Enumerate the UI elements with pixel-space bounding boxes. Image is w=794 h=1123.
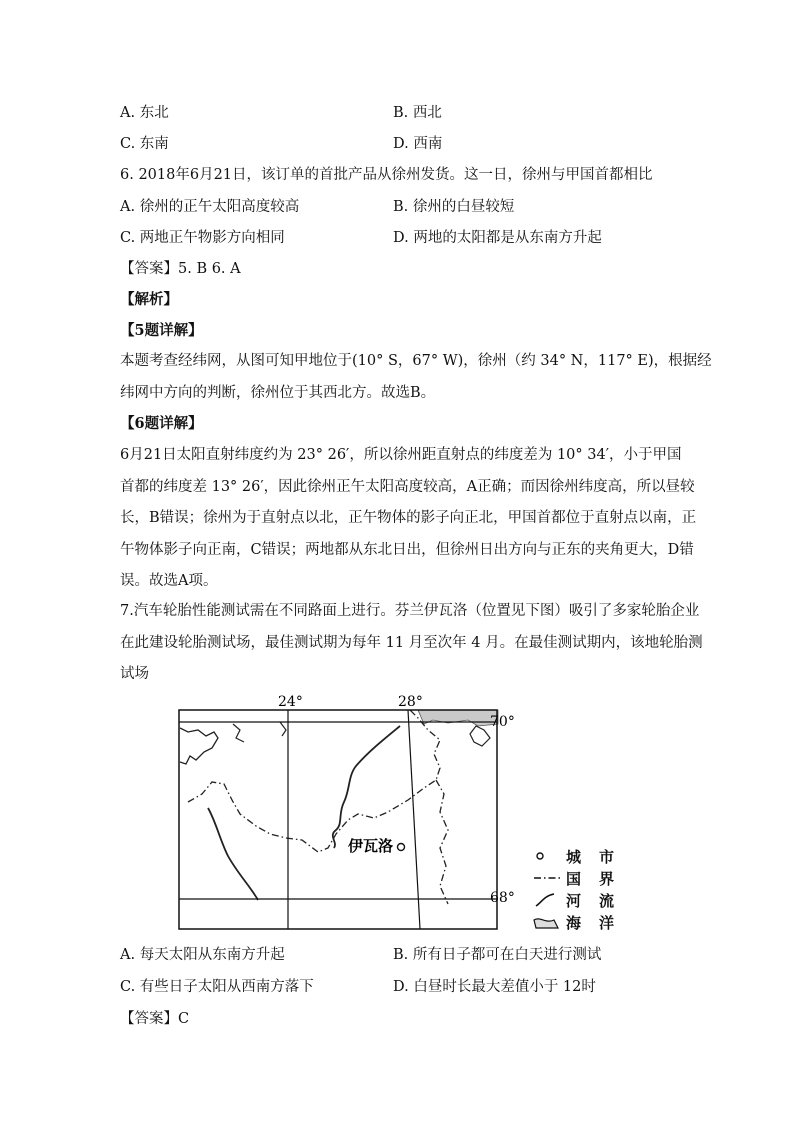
q7-stem-line: 7.汽车轮胎性能测试需在不同路面上进行。芬兰伊瓦洛（位置见下图）吸引了多家轮胎企业 — [120, 603, 700, 619]
coastline-small — [233, 724, 244, 742]
q7-stem-line: 在此建设轮胎测试场，最佳测试期为每年 11 月至次年 4 月。在最佳测试期内，该地轮胎测 — [120, 634, 703, 651]
q6-option-c: C. 两地正午物影方向相同 — [120, 230, 285, 246]
q7-stem — [120, 596, 703, 691]
lat-label-68: 68° — [490, 890, 515, 906]
legend-city-icon — [532, 846, 562, 866]
legend-river — [532, 889, 632, 911]
sea-area — [418, 710, 498, 726]
q6-stem: 6. 2018年6月21日，该订单的首批产品从徐州发货。这一日，徐州与甲国首都相比 — [120, 167, 653, 183]
q6-detail-line: 长，B错误；徐州为于直射点以北，正午物体的影子向正北，甲国首都位于直射点以南，正 — [120, 510, 697, 526]
q6-detail-label: 【6题详解】 — [120, 415, 203, 432]
q5-detail-line: 本题考查经纬网，从图可知甲地位于(10° S，67° W)，徐州（约 34° N，117° E)，根据经 — [120, 353, 712, 369]
q6-option-d: D. 两地的太阳都是从东南方升起 — [393, 230, 602, 246]
map-frame — [179, 710, 497, 929]
q5-option-b: B. 西北 — [393, 105, 442, 121]
coastline-left — [180, 728, 218, 764]
legend-city-label: 城市 — [566, 847, 633, 866]
legend-river-icon — [532, 890, 562, 910]
legend-sea — [532, 911, 632, 933]
q6-detail-line: 午物体影子向正南，C错误；两地都从东北日出，但徐州日出方向与正东的夹角更大，D错 — [120, 541, 694, 558]
lon-label-28: 28° — [398, 694, 423, 710]
q5-option-d: D. 西南 — [393, 136, 443, 152]
q5-detail-text — [120, 346, 712, 409]
legend-city — [532, 845, 632, 867]
q6-detail-line: 6月21日太阳直射纬度约为 23° 26′，所以徐州距直射点的纬度差为 10° 34′，小于甲国 — [120, 447, 682, 463]
q5-option-c: C. 东南 — [120, 136, 169, 152]
q7-stem-line: 试场 — [120, 666, 149, 682]
legend-border-icon — [532, 868, 562, 888]
q7-option-a: A. 每天太阳从东南方升起 — [120, 947, 285, 963]
ivalo-location-map — [178, 690, 528, 935]
meridian-28 — [408, 710, 420, 929]
answer-5-6: 【答案】5. B 6. A — [120, 261, 241, 277]
q5-detail-line: 纬网中方向的判断，徐州位于其西北方。故选B。 — [120, 384, 436, 401]
answer-7: 【答案】C — [120, 1011, 190, 1027]
city-marker — [398, 844, 405, 851]
national-border — [188, 710, 440, 852]
q7-option-c: C. 有些日子太阳从西南方落下 — [120, 979, 314, 995]
q6-option-a: A. 徐州的正午太阳高度较高 — [120, 199, 300, 215]
q5-detail-label: 【5题详解】 — [120, 322, 203, 339]
legend-sea-icon — [532, 912, 562, 932]
river-line — [333, 726, 400, 848]
map-legend — [532, 845, 632, 933]
city-label: 伊瓦洛 — [348, 837, 394, 855]
q5-option-a: A. 东北 — [120, 105, 169, 121]
analysis-label: 【解析】 — [120, 291, 178, 308]
national-border-2 — [436, 780, 448, 904]
q7-option-b: B. 所有日子都可在白天进行测试 — [393, 947, 602, 963]
legend-sea-label: 海洋 — [566, 913, 633, 932]
legend-river-label: 河流 — [566, 891, 633, 910]
q6-detail-line: 误。故选A项。 — [120, 573, 218, 589]
q7-option-d: D. 白昼时长最大差值小于 12时 — [393, 979, 596, 995]
q6-option-b: B. 徐州的白昼较短 — [393, 199, 515, 215]
q6-detail-text — [120, 440, 697, 598]
lon-label-24: 24° — [278, 694, 303, 710]
legend-border — [532, 867, 632, 889]
coastline-small-2 — [280, 722, 286, 736]
lat-label-70: 70° — [490, 714, 515, 730]
q6-detail-line: 首都的纬度差 13° 26′，因此徐州正午太阳高度较高，A正确；而因徐州纬度高，所以昼较 — [120, 478, 695, 495]
legend-border-label: 国界 — [566, 869, 633, 888]
coastline-right — [470, 726, 490, 746]
